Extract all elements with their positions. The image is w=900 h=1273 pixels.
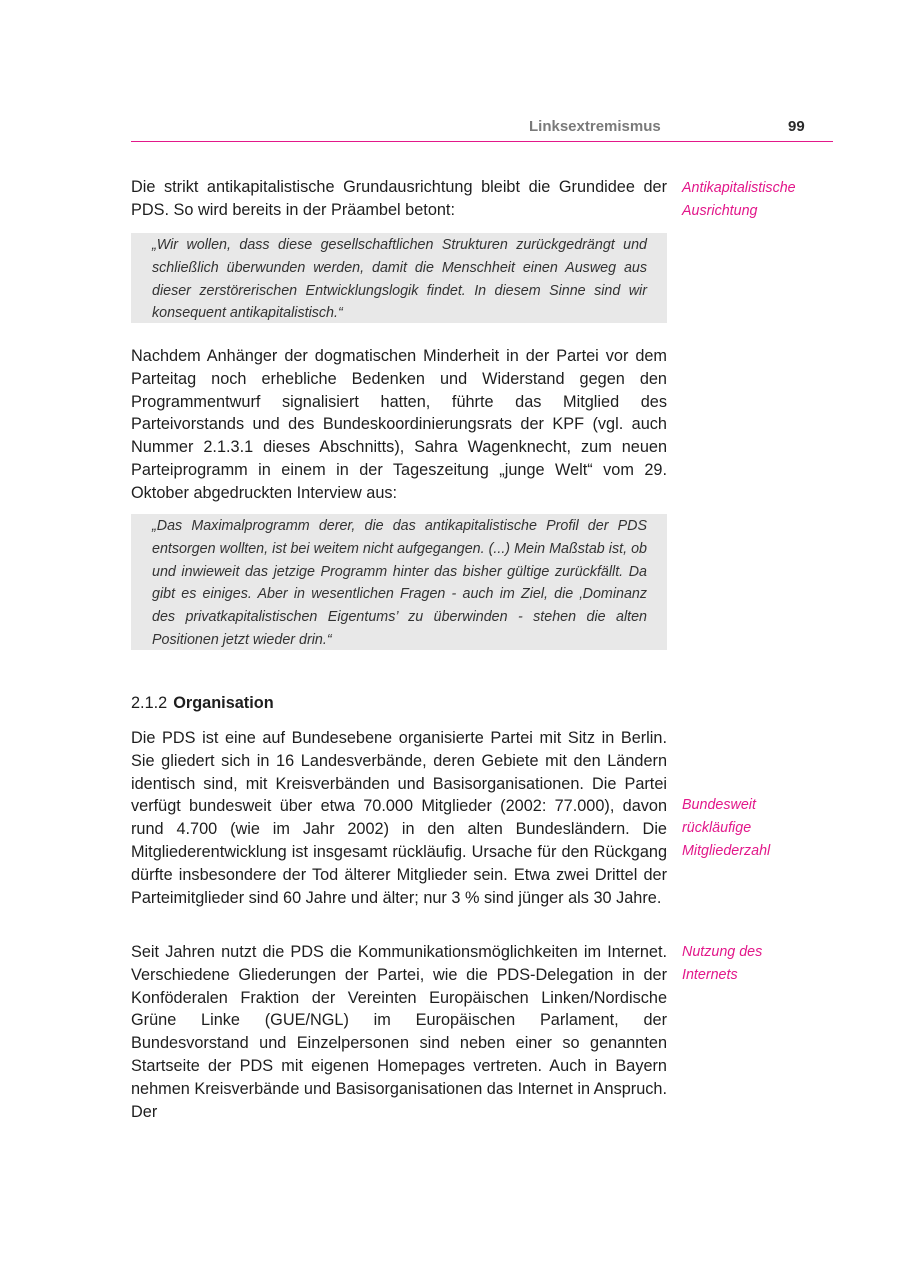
body-paragraph-4: Seit Jahren nutzt die PDS die Kommunikationsmöglichkeiten im Internet. Verschiedene Gliederungen der Partei, wie die PDS-Delegation in der Konföderalen Fraktion der Vereinten Europäischen Linken/Nordische Grüne Linke (GUE/NGL) im Europäischen Parlament, der Bundesvorstand und Einzelpersonen sind neben einer so genannten Startseite der PDS mit eigenen Homepages vertreten. Auch in Bayern nehmen Kreisverbände und Basisorganisationen das Internet in Anspruch. Der bbox=[131, 943, 667, 1121]
section-heading bbox=[131, 692, 274, 714]
quote-wagenknecht: „Das Maximalprogramm derer, die das antikapitalistische Profil der PDS entsorgen wollten, ist bei weitem nicht aufgegangen. (...) Mein Maßstab ist, ob und inwieweit das jetzige Programm hinter das bisher gültige zurückfällt. Da gibt es einiges. Aber in wesentlichen Fragen - auch im Ziel, die ‚Dominanz des privatkapitalistischen Eigentums’ zu überwinden - stehen die alten Positionen jetzt wieder drin.“ bbox=[131, 514, 667, 650]
margin-note-line: rückläufige bbox=[682, 819, 752, 836]
margin-note-line: Internets bbox=[682, 966, 738, 983]
quote-praeambel: „Wir wollen, dass diese gesellschaftlichen Strukturen zurückgedrängt und schließlich überwunden werden, damit die Menschheit einen Ausweg aus dieser zerstörerischen Entwicklungslogik findet. In diesem Sinne sind wir konsequent antikapitalistisch.“ bbox=[131, 233, 667, 323]
section-title: Organisation bbox=[173, 694, 274, 712]
section-number: 2.1.2 bbox=[131, 694, 168, 712]
running-header-section: Linksextremismus bbox=[529, 118, 661, 135]
page-number: 99 bbox=[788, 118, 805, 135]
margin-note-line: Nutzung des bbox=[682, 944, 763, 960]
body-paragraph-2: Nachdem Anhänger der dogmatischen Minderheit in der Partei vor dem Parteitag noch erhebliche Bedenken und Widerstand gegen den Programmentwurf signalisiert hatten, führte das Mitglied des Parteivorstands und des Bundeskoordinierungsrats der KPF (vgl. auch Nummer 2.1.3.1 dieses Abschnitts), Sahra Wagenknecht, zum neuen Parteiprogramm in einem in der Tageszeitung „junge Welt“ vom 29. Oktober abgedruckten Interview aus: bbox=[131, 347, 667, 502]
margin-note-line: Ausrichtung bbox=[682, 202, 758, 219]
margin-note-internet bbox=[682, 941, 832, 987]
body-paragraph-1: Die strikt antikapitalistische Grundausrichtung bleibt die Grundidee der PDS. So wird bereits in der Präambel betont: bbox=[131, 178, 667, 219]
margin-note-antikapitalistische-ausrichtung bbox=[682, 177, 832, 223]
body-paragraph-3: Die PDS ist eine auf Bundesebene organisierte Partei mit Sitz in Berlin. Sie gliedert sich in 16 Landesverbände, deren Gebiete mit den Ländern identisch sind, mit Kreisverbänden und Basisorganisationen. Die Partei verfügt bundesweit über etwa 70.000 Mitglieder (2002: 77.000), davon rund 4.700 (wie im Jahr 2002) in den alten Bundesländern. Die Mitgliederentwicklung ist insgesamt rückläufig. Ursache für den Rückgang dürfte insbesondere der Tod älterer Mitglieder sein. Etwa zwei Drittel der Parteimitglieder sind 60 Jahre und älter; nur 3 % sind jünger als 30 Jahre. bbox=[131, 729, 667, 907]
margin-note-mitgliederzahl bbox=[682, 794, 832, 862]
margin-note-line: Antikapitalistische bbox=[682, 180, 796, 196]
margin-note-line: Mitgliederzahl bbox=[682, 842, 771, 859]
header-divider bbox=[131, 141, 833, 142]
margin-note-line: Bundesweit bbox=[682, 797, 756, 813]
